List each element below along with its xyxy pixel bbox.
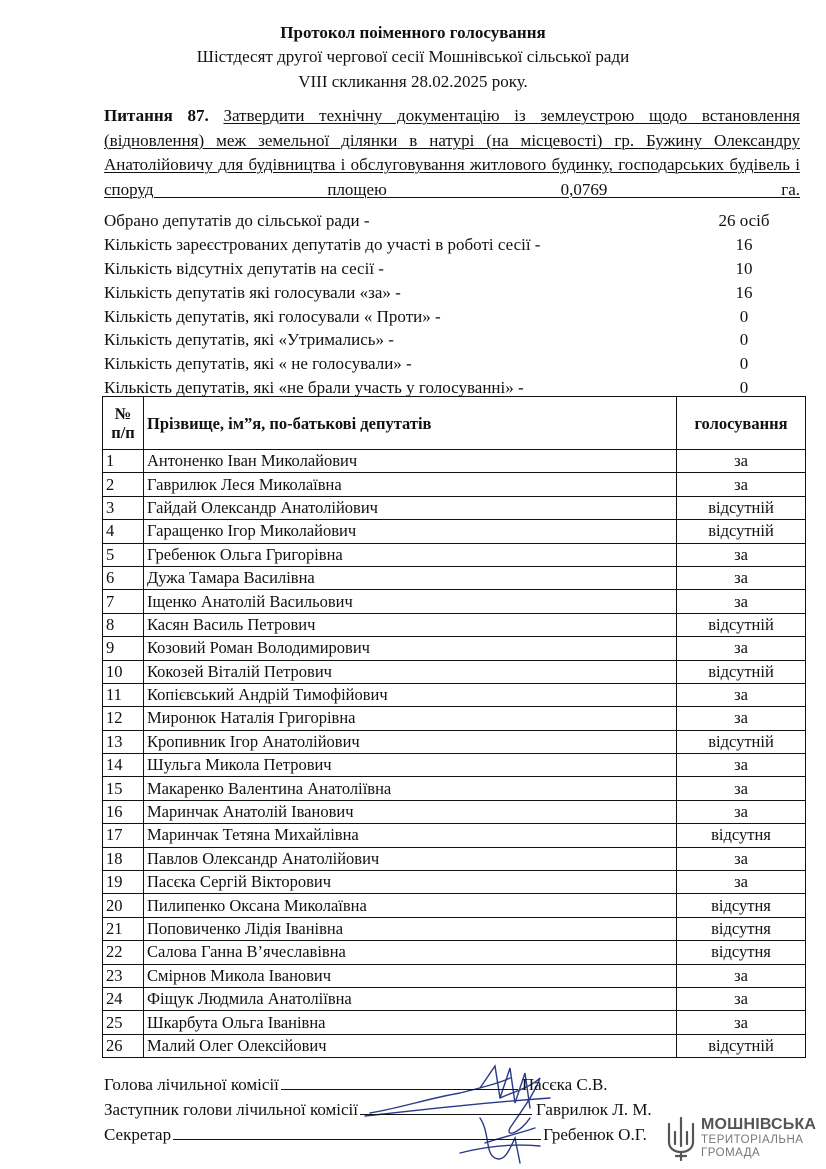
row-number: 8 [103,613,144,636]
deputy-name: Макаренко Валентина Анатоліївна [144,777,677,800]
row-number: 7 [103,590,144,613]
row-number: 18 [103,847,144,870]
row-number: 10 [103,660,144,683]
stat-row [104,257,804,281]
table-header-row [103,397,806,450]
table-row [103,800,806,823]
deputy-name: Миронюк Наталія Григорівна [144,707,677,730]
session-subtitle: Шістдесят другої чергової сесії Мошнівської сільської ради [196,47,630,66]
vote-result: відсутня [677,894,806,917]
deputy-name: Гайдай Олександр Анатолійович [144,496,677,519]
convocation-date: VIII скликання 28.02.2025 року. [298,72,528,91]
row-number: 1 [103,450,144,473]
table-row [103,473,806,496]
table-row [103,1011,806,1034]
stat-row [104,352,804,376]
signature-line [173,1124,541,1140]
deputy-name: Кропивник Ігор Анатолійович [144,730,677,753]
row-number: 11 [103,683,144,706]
signature-deputy-chair: Заступник голови лічильної комісії Гаврилюк Л. М. [104,1100,652,1119]
row-number: 17 [103,824,144,847]
row-number: 12 [103,707,144,730]
row-number: 6 [103,566,144,589]
question-label: Питання 87. [104,106,209,125]
column-header-number: № п/п [103,397,144,450]
stat-value: 16 [735,282,753,302]
logo-line1: МОШНІВСЬКА [701,1116,817,1133]
trident-emblem-icon [664,1116,698,1162]
deputy-name: Салова Ганна В’ячеславівна [144,941,677,964]
row-number: 21 [103,917,144,940]
table-row [103,964,806,987]
column-header-name: Прізвище, ім”я, по-батькові депутатів [144,397,677,450]
deputy-name: Смірнов Микола Іванович [144,964,677,987]
stat-label: Кількість депутатів, які «не брали участь у голосуванні» - [104,378,524,398]
table-row [103,450,806,473]
deputy-name: Шкарбута Ольга Іванівна [144,1011,677,1034]
vote-result: відсутня [677,917,806,940]
vote-result: відсутній [677,1034,806,1057]
row-number: 20 [103,894,144,917]
stat-row [104,328,804,352]
table-row [103,543,806,566]
table-row [103,871,806,894]
table-row [103,730,806,753]
stat-value: 0 [739,354,749,374]
table-row [103,613,806,636]
signature-line [360,1099,532,1115]
deputy-name: Кокозей Віталій Петрович [144,660,677,683]
table-row [103,566,806,589]
row-number: 5 [103,543,144,566]
vote-result: за [677,707,806,730]
stat-label: Кількість відсутніх депутатів на сесії - [104,258,384,278]
table-row [103,847,806,870]
agenda-question [104,104,800,202]
row-number: 22 [103,941,144,964]
vote-result: за [677,777,806,800]
vote-result: відсутня [677,824,806,847]
row-number: 24 [103,987,144,1010]
deputy-name: Антоненко Іван Миколайович [144,450,677,473]
table-row [103,683,806,706]
signature-line [281,1074,518,1090]
row-number: 23 [103,964,144,987]
vote-result: за [677,590,806,613]
row-number: 4 [103,520,144,543]
stat-label: Кількість депутатів, які « не голосували» - [104,354,412,374]
table-row [103,637,806,660]
vote-result: за [677,1011,806,1034]
deputy-name: Поповиченко Лідія Іванівна [144,917,677,940]
signature-secretary: Секретар Гребенюк О.Г. [104,1125,647,1144]
table-row [103,754,806,777]
roll-call-table [102,396,806,1058]
vote-result: за [677,987,806,1010]
deputy-name: Павлов Олександр Анатолійович [144,847,677,870]
table-row [103,590,806,613]
vote-result: відсутній [677,730,806,753]
deputy-name: Іщенко Анатолій Васильович [144,590,677,613]
deputy-name: Гаврилюк Леся Миколаївна [144,473,677,496]
document-title: Протокол поіменного голосування [280,23,546,42]
vote-statistics [104,209,804,400]
vote-result: за [677,637,806,660]
deputy-name: Фіщук Людмила Анатоліївна [144,987,677,1010]
vote-result: відсутня [677,941,806,964]
logo-line2: ТЕРИТОРІАЛЬНА [701,1134,804,1146]
table-row [103,520,806,543]
vote-result: за [677,450,806,473]
column-header-vote: голосування [677,397,806,450]
row-number: 15 [103,777,144,800]
table-row [103,707,806,730]
vote-result: за [677,847,806,870]
row-number: 14 [103,754,144,777]
stat-value: 10 [735,258,753,278]
stat-label: Обрано депутатів до сільської ради - [104,211,370,230]
stat-value: 26 осіб [718,211,770,230]
deputy-name: Козовий Роман Володимирович [144,637,677,660]
stat-value: 16 [735,234,753,254]
vote-result: за [677,964,806,987]
row-number: 19 [103,871,144,894]
vote-result: відсутній [677,496,806,519]
stat-label: Кількість зареєстрованих депутатів до участі в роботі сесії - [104,234,541,254]
stat-value: 0 [739,378,749,398]
deputy-name: Пилипенко Оксана Миколаївна [144,894,677,917]
table-row [103,777,806,800]
vote-result: за [677,543,806,566]
row-number: 9 [103,637,144,660]
deputy-name: Пасєка Сергій Вікторович [144,871,677,894]
vote-result: за [677,754,806,777]
deputy-name: Малий Олег Олексійович [144,1034,677,1057]
table-row [103,660,806,683]
row-number: 26 [103,1034,144,1057]
community-logo [664,1116,817,1162]
table-row [103,917,806,940]
row-number: 3 [103,496,144,519]
table-row [103,894,806,917]
vote-result: за [677,800,806,823]
stat-label: Кількість депутатів, які «Утримались» - [104,330,394,350]
row-number: 2 [103,473,144,496]
stat-row [104,209,804,233]
vote-result: відсутній [677,660,806,683]
stat-label: Кількість депутатів які голосували «за» - [104,282,401,302]
vote-result: за [677,473,806,496]
vote-result: за [677,683,806,706]
vote-result: за [677,566,806,589]
table-row [103,824,806,847]
table-row [103,496,806,519]
deputy-name: Касян Василь Петрович [144,613,677,636]
table-row [103,1034,806,1057]
deputy-name: Шульга Микола Петрович [144,754,677,777]
deputy-name: Гаращенко Ігор Миколайович [144,520,677,543]
vote-result: відсутній [677,613,806,636]
stat-label: Кількість депутатів, які голосували « Проти» - [104,306,441,326]
stat-value: 0 [739,306,749,326]
vote-result: відсутній [677,520,806,543]
vote-result: за [677,871,806,894]
deputy-name: Маринчак Анатолій Іванович [144,800,677,823]
deputy-name: Маринчак Тетяна Михайлівна [144,824,677,847]
stat-row [104,281,804,305]
row-number: 16 [103,800,144,823]
table-row [103,987,806,1010]
deputy-name: Копієвський Андрій Тимофійович [144,683,677,706]
row-number: 13 [103,730,144,753]
row-number: 25 [103,1011,144,1034]
stat-value: 0 [739,330,749,350]
deputy-name: Дужа Тамара Василівна [144,566,677,589]
logo-line3: ГРОМАДА [701,1147,761,1159]
stat-row [104,305,804,329]
stat-row [104,233,804,257]
question-text: Затвердити технічну документацію із землеустрою щодо встановлення (відновлення) меж земельної ділянки в натурі (на місцевості) гр. Бужину Олександру Анатолійовичу для будівництва і обслуговування житлового будинку, господарських будівель і споруд площею 0,0769 га. [104,106,800,199]
deputy-name: Гребенюк Ольга Григорівна [144,543,677,566]
signature-chair: Голова лічильної комісії Пасєка С.В. [104,1075,608,1094]
table-row [103,941,806,964]
